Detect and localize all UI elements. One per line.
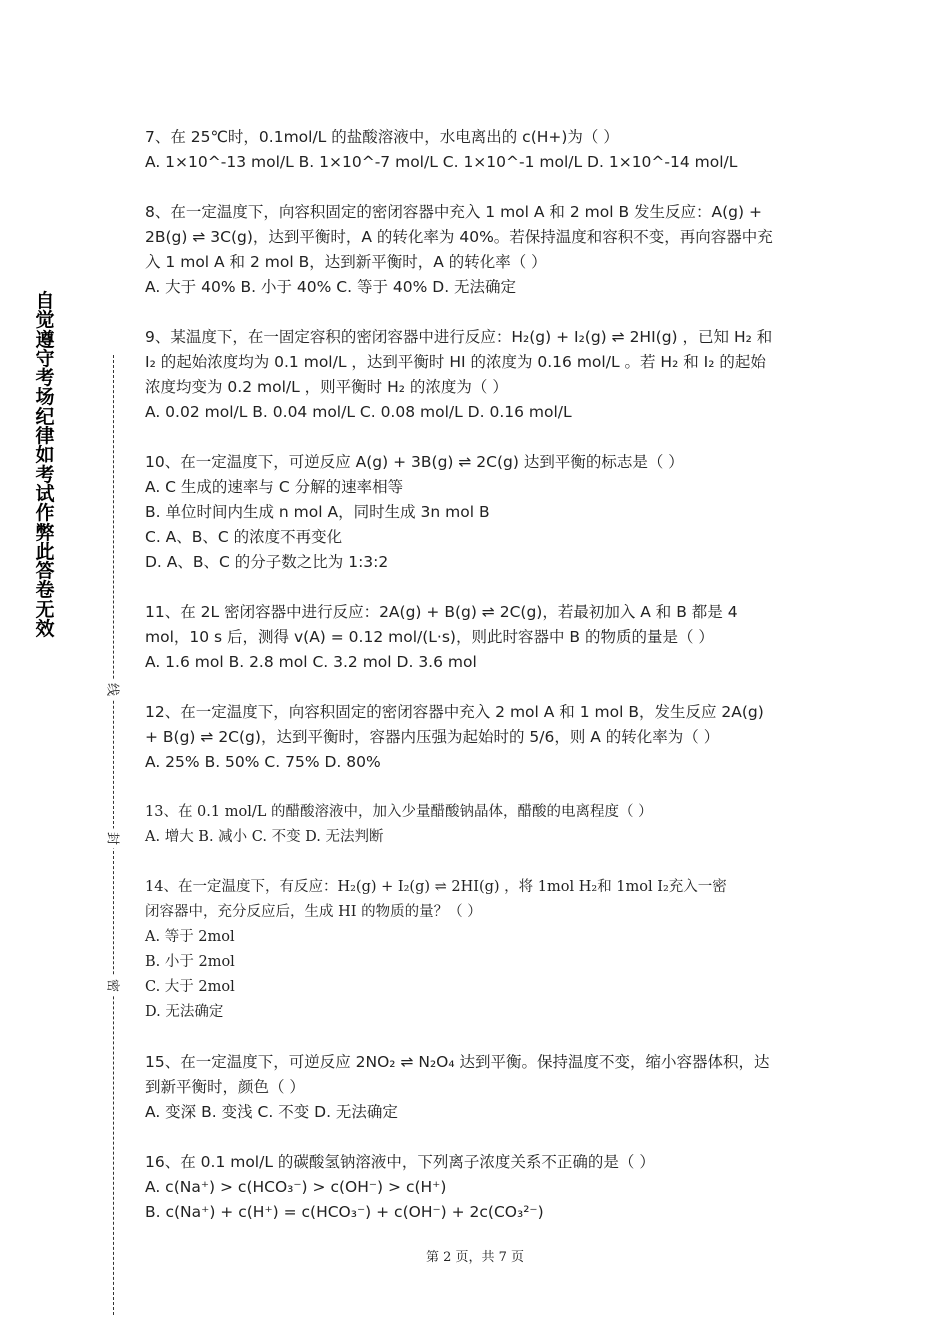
question-line: C. 大于 2mol bbox=[145, 979, 235, 995]
question-13 bbox=[145, 800, 815, 850]
seal-label-secret: 密 bbox=[105, 976, 124, 996]
question-text: 7、在 25℃时，0.1mol/L 的盐酸溶液中，水电离出的 c(H+)为（ ） bbox=[145, 128, 619, 146]
question-line: 浓度均变为 0.2 mol/L ，则平衡时 H₂ 的浓度为（ ） bbox=[145, 378, 508, 396]
question-line: 到新平衡时，颜色（ ） bbox=[145, 1078, 305, 1096]
question-line: B. 单位时间内生成 n mol A，同时生成 3n mol B bbox=[145, 503, 490, 521]
question-12 bbox=[145, 700, 815, 775]
question-line: B. c(Na⁺) + c(H⁺) = c(HCO₃⁻) + c(OH⁻) + 2c(CO₃²⁻) bbox=[145, 1203, 544, 1221]
question-line: 闭容器中，充分反应后，生成 HI 的物质的量？（ ） bbox=[145, 904, 482, 920]
question-7 bbox=[145, 125, 815, 175]
question-16 bbox=[145, 1150, 815, 1225]
question-line: A. 大于 40% B. 小于 40% C. 等于 40% D. 无法确定 bbox=[145, 278, 517, 296]
question-line: A. 1.6 mol B. 2.8 mol C. 3.2 mol D. 3.6 mol bbox=[145, 653, 477, 671]
question-line: A. 0.02 mol/L B. 0.04 mol/L C. 0.08 mol/L D. 0.16 mol/L bbox=[145, 403, 572, 421]
question-line: A. C 生成的速率与 C 分解的速率相等 bbox=[145, 478, 404, 496]
question-line: A. 25% B. 50% C. 75% D. 80% bbox=[145, 753, 381, 771]
exam-discipline-warning: 自觉遵守考场纪律如考试作弊此答卷无效 bbox=[35, 290, 55, 641]
question-text: 9、某温度下，在一固定容积的密闭容器中进行反应：H₂(g) + I₂(g) ⇌ 2HI(g) ，已知 H₂ 和 bbox=[145, 328, 773, 346]
question-list bbox=[145, 125, 815, 1250]
question-line: + B(g) ⇌ 2C(g)，达到平衡时，容器内压强为起始时的 5/6，则 A 的转化率为（ ） bbox=[145, 728, 720, 746]
question-line: B. 小于 2mol bbox=[145, 954, 235, 970]
question-line: mol，10 s 后，测得 v(A) = 0.12 mol/(L·s)，则此时容器中 B 的物质的量是（ ） bbox=[145, 628, 714, 646]
question-line: A. 等于 2mol bbox=[145, 929, 235, 945]
question-line: A. 变深 B. 变浅 C. 不变 D. 无法确定 bbox=[145, 1103, 398, 1121]
question-text: 12、在一定温度下，向容积固定的密闭容器中充入 2 mol A 和 1 mol B，发生反应 2A(g) bbox=[145, 703, 764, 721]
question-text: 15、在一定温度下，可逆反应 2NO₂ ⇌ N₂O₄ 达到平衡。保持温度不变，缩小容器体积，达 bbox=[145, 1053, 770, 1071]
question-line: A. 1×10^-13 mol/L B. 1×10^-7 mol/L C. 1×10^-1 mol/L D. 1×10^-14 mol/L bbox=[145, 153, 738, 171]
question-line: D. 无法确定 bbox=[145, 1004, 224, 1020]
question-10 bbox=[145, 450, 815, 575]
question-14 bbox=[145, 875, 815, 1025]
question-text: 13、在 0.1 mol/L 的醋酸溶液中，加入少量醋酸钠晶体，醋酸的电离程度（ ） bbox=[145, 804, 653, 820]
question-11 bbox=[145, 600, 815, 675]
seal-label-seal: 封 bbox=[105, 829, 124, 849]
question-line: C. A、B、C 的浓度不再变化 bbox=[145, 528, 343, 546]
question-15 bbox=[145, 1050, 815, 1125]
question-text: 16、在 0.1 mol/L 的碳酸氢钠溶液中，下列离子浓度关系不正确的是（ ） bbox=[145, 1153, 655, 1171]
question-text: 8、在一定温度下，向容积固定的密闭容器中充入 1 mol A 和 2 mol B 发生反应：A(g) + bbox=[145, 203, 762, 221]
question-line: 2B(g) ⇌ 3C(g)，达到平衡时，A 的转化率为 40%。若保持温度和容积不变，再向容器中充 bbox=[145, 228, 773, 246]
question-text: 14、在一定温度下，有反应：H₂(g) + I₂(g) ⇌ 2HI(g) ，将 1mol H₂和 1mol I₂充入一密 bbox=[145, 879, 727, 895]
question-line: A. 增大 B. 减小 C. 不变 D. 无法判断 bbox=[145, 829, 384, 845]
question-9 bbox=[145, 325, 815, 425]
page-number: 第 2 页，共 7 页 bbox=[425, 1250, 525, 1265]
seal-label-line: 线 bbox=[105, 680, 124, 700]
question-8 bbox=[145, 200, 815, 300]
question-line: A. c(Na⁺) > c(HCO₃⁻) > c(OH⁻) > c(H⁺) bbox=[145, 1178, 447, 1196]
question-line: I₂ 的起始浓度均为 0.1 mol/L ，达到平衡时 HI 的浓度为 0.16 mol/L 。若 H₂ 和 I₂ 的起始 bbox=[145, 353, 766, 371]
question-text: 11、在 2L 密闭容器中进行反应：2A(g) + B(g) ⇌ 2C(g)，若最初加入 A 和 B 都是 4 bbox=[145, 603, 738, 621]
question-text: 10、在一定温度下，可逆反应 A(g) + 3B(g) ⇌ 2C(g) 达到平衡的标志是（ ） bbox=[145, 453, 684, 471]
question-line: 入 1 mol A 和 2 mol B，达到新平衡时，A 的转化率（ ） bbox=[145, 253, 547, 271]
question-line: D. A、B、C 的分子数之比为 1:3:2 bbox=[145, 553, 389, 571]
